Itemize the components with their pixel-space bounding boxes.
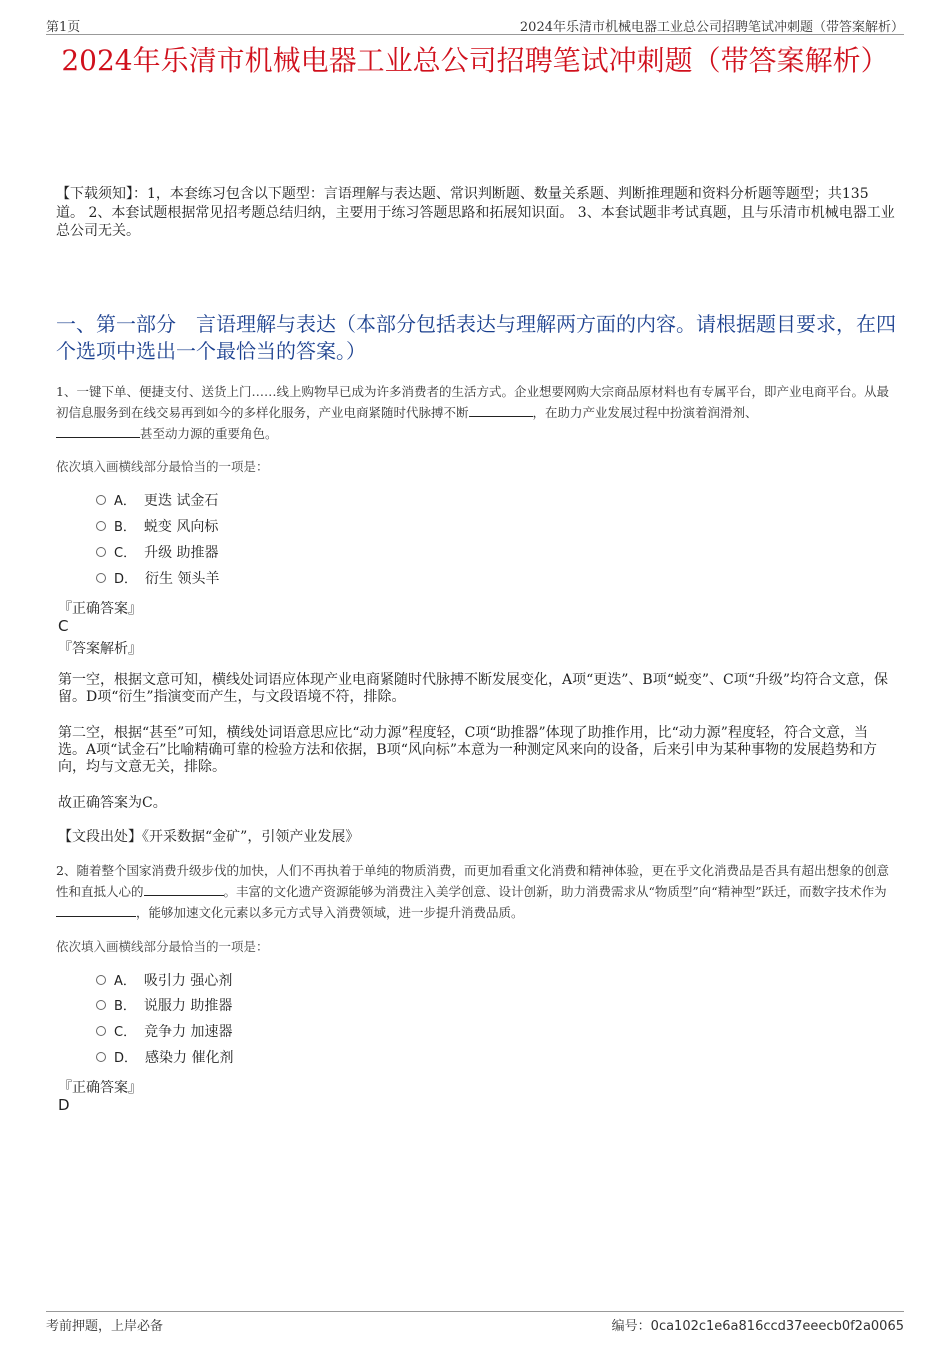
question-2-blank-1: [144, 883, 224, 896]
document-title: 2024年乐清市机械电器工业总公司招聘笔试冲刺题（带答案解析）: [61, 44, 889, 77]
question-1-option-b[interactable]: B． 蜕变 风向标: [96, 517, 218, 537]
question-1-analysis-label: 『答案解析』: [58, 641, 142, 657]
question-2-text: 2、随着整个国家消费升级步伐的加快，人们不再执着于单纯的物质消费，而更加看重文化消费和精神体验，更在乎文化消费品是否具有超出想象的创意性和直抵人心的 。丰富的文化遗产资源能够为消费注入美学创意、设计创新，助力消费需求从“物质型”向“精神型”跃迁，而数字技术作为，能够加速文化元素以多元方式导入消费领域，进一步提升消费品质。: [56, 863, 889, 920]
question-2-answer-label: 『正确答案』: [58, 1080, 142, 1096]
radio-icon[interactable]: [96, 1052, 106, 1062]
radio-icon[interactable]: [96, 495, 106, 505]
question-2-answer: D: [58, 1096, 70, 1114]
question-1-option-d[interactable]: D． 衍生 领头羊: [96, 569, 219, 589]
question-1-option-a[interactable]: A． 更迭 试金石: [96, 491, 218, 511]
footer-slogan: 考前押题，上岸必备: [46, 1319, 164, 1334]
question-1-prompt: 依次填入画横线部分最恰当的一项是：: [56, 459, 269, 474]
document-code: 编号：0ca102c1e6a816ccd37eeecb0f2a0065: [611, 1319, 904, 1334]
question-1-analysis-paragraph-1: 第一空，根据文意可知，横线处词语应体现产业电商紧随时代脉搏不断发展变化，A项“更迭”、B项“蜕变”、C项“升级”均符合文意，保留。D项“衍生”指演变而产生，与文段语境不符，排除。: [58, 672, 889, 705]
radio-icon[interactable]: [96, 573, 106, 583]
question-1-blank-2: [56, 425, 140, 438]
question-2-blank-2: [56, 904, 136, 917]
radio-icon[interactable]: [96, 975, 106, 985]
header-doc-title: 2024年乐清市机械电器工业总公司招聘笔试冲刺题（带答案解析）: [519, 20, 904, 35]
page-footer: [46, 1311, 904, 1334]
question-2-option-c[interactable]: C． 竞争力 加速器: [96, 1022, 233, 1042]
download-notice: 【下载须知】：1，本套练习包含以下题型：言语理解与表达题、常识判断题、数量关系题、判断推理题和资料分析题等题型；共135道。 2、本套试题根据常见招考题总结归纳，主要用于练习答题思路和拓展知识面。 3、本套试题非考试真题，且与乐清市机械电器工业总公司无关。: [56, 186, 895, 239]
question-1-analysis-paragraph-2: 第二空，根据“甚至”可知，横线处词语意思应比“动力源”程度轻，C项“助推器”体现了助推作用，比“动力源”程度轻，符合文意，当选。A项“试金石”比喻精确可靠的检验方法和依据，B项“风向标”本意为一种测定风来向的设备，后来引申为某种事物的发展趋势和方向，均与文意无关，排除。: [58, 725, 878, 775]
radio-icon[interactable]: [96, 547, 106, 557]
question-1-answer: C: [58, 617, 69, 635]
page-header: [46, 14, 904, 35]
question-1-conclusion: 故正确答案为C。: [58, 795, 167, 811]
radio-icon[interactable]: [96, 1026, 106, 1036]
question-2-option-b[interactable]: B． 说服力 助推器: [96, 996, 232, 1016]
radio-icon[interactable]: [96, 521, 106, 531]
question-2-option-a[interactable]: A． 吸引力 强心剂: [96, 971, 232, 991]
section-title: 一、第一部分 言语理解与表达（本部分包括表达与理解两方面的内容。请根据题目要求，在四个选项中选出一个最恰当的答案。）: [56, 312, 896, 363]
question-1-option-c[interactable]: C． 升级 助推器: [96, 543, 219, 563]
page-number: 第1页: [46, 20, 81, 35]
question-1-source: 【文段出处】《开采数据“金矿”，引领产业发展》: [58, 829, 360, 845]
question-1-blank-1: [469, 404, 533, 417]
radio-icon[interactable]: [96, 1000, 106, 1010]
question-1-text: 1、一键下单、便捷支付、送货上门……线上购物早已成为许多消费者的生活方式。企业想要网购大宗商品原材料也有专属平台，即产业电商平台。从最初信息服务到在线交易再到如今的多样化服务，产业电商紧随时代脉搏不断 ，在助力产业发展过程中扮演着润滑剂、 甚至动力源的重要角色。: [56, 384, 889, 441]
question-1-answer-label: 『正确答案』: [58, 601, 142, 617]
question-2-prompt: 依次填入画横线部分最恰当的一项是：: [56, 939, 269, 954]
question-2-option-d[interactable]: D． 感染力 催化剂: [96, 1048, 233, 1068]
